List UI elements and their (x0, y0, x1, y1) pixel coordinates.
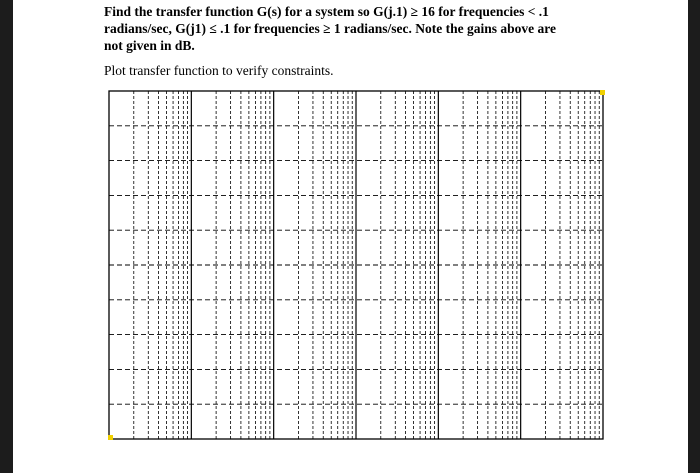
semilog-grid (108, 90, 604, 450)
semilog-graph-paper (108, 90, 604, 455)
problem-instruction: Plot transfer function to verify constraints. (104, 63, 334, 78)
corner-mark-top-right (600, 90, 605, 95)
problem-question: Find the transfer function G(s) for a system so G(j.1) ≥ 16 for frequencies < .1 radians/sec, G(j1) ≤ .1 for frequencies ≥ 1 radians/sec. Note the gains above are not given in dB. (104, 4, 557, 53)
corner-mark-bottom-left (108, 435, 113, 440)
left-frame-edge (0, 0, 13, 473)
right-frame-edge (688, 0, 700, 473)
